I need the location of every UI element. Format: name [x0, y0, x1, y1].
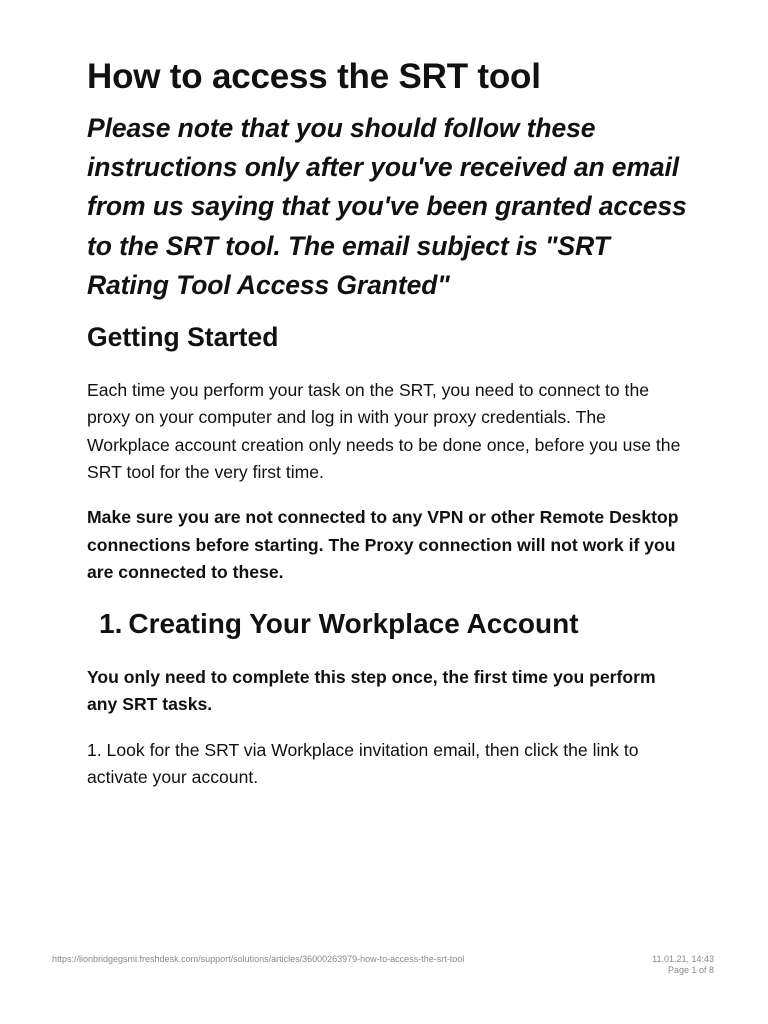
getting-started-paragraph: Each time you perform your task on the SRT, you need to connect to the proxy on your computer and log in with your proxy credentials. The Workplace account creation only needs to be done once, before you use the SRT tool for the very first time.: [87, 380, 681, 482]
getting-started-heading: Getting Started: [87, 322, 279, 353]
article-content: [87, 55, 687, 809]
footer-datetime: 11.01.21, 14:43: [652, 954, 714, 964]
section-1-title: Creating Your Workplace Account: [128, 608, 579, 640]
page-title: How to access the SRT tool: [87, 57, 541, 96]
section-1-number: 1.: [99, 608, 123, 640]
footer-url: https://lionbridgegsmi.freshdesk.com/support/solutions/articles/36000263979-how-to-access-the-srt-tool: [52, 954, 465, 964]
vpn-warning: Make sure you are not connected to any VPN or other Remote Desktop connections before starting. The Proxy connection will not work if you are connected to these.: [87, 507, 679, 582]
footer-meta: [652, 954, 714, 976]
access-note: Please note that you should follow these instructions only after you've received an email from us saying that you've been granted access to the SRT tool. The email subject is "SRT Rating Tool Access Granted": [87, 113, 687, 300]
section-1-step-1: 1. Look for the SRT via Workplace invitation email, then click the link to activate your account.: [87, 739, 639, 787]
section-1-heading: [99, 604, 687, 644]
footer-page-number: Page 1 of 8: [667, 965, 714, 975]
section-1-emphasis: You only need to complete this step once, the first time you perform any SRT tasks.: [87, 667, 656, 715]
